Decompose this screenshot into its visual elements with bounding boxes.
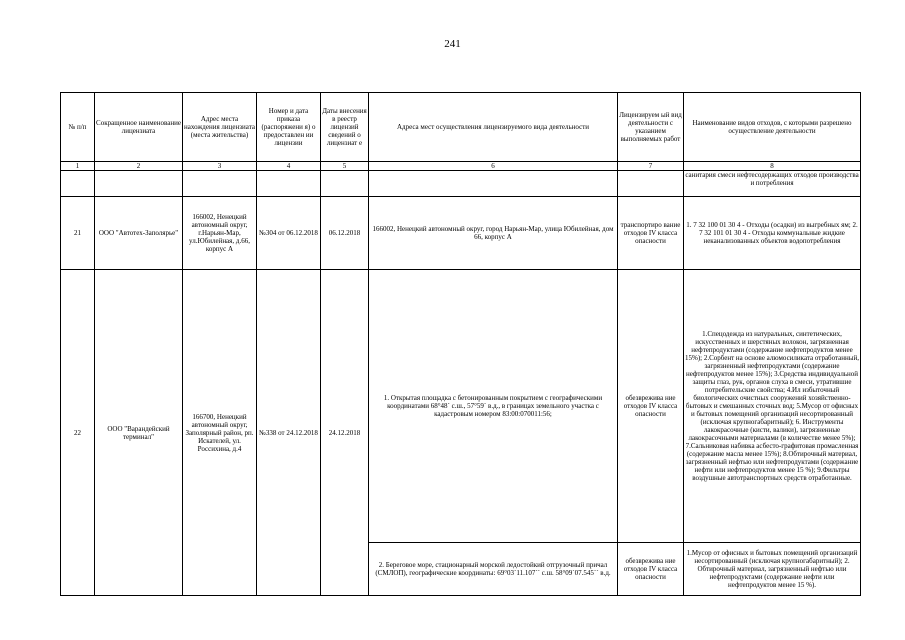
col-number: 2 [95,162,183,171]
col-number: 5 [321,162,369,171]
table-row [61,270,861,543]
table-row [61,197,861,270]
waste-types: 1.Спецодежда из натуральных, синтетических, искусственных и шерстяных волокон, загрязненная нефтепродуктами (содержание нефтепродуктов менее 15%); 2.Сорбент на основе алюмосиликата отработанный, загрязненный нефтепродуктами (содержание нефтепродуктов менее 15%); 3.Средства индивидуальной защиты глаз, рук, органов слуха в смеси, утратившие потребительские свойства; 4.Ил избыточный биологических очистных сооружений хозяйственно-бытовых и смешанных сточных вод; 5.Мусор от офисных и бытовых помещений организаций несортированный (исключая крупногабаритный); 6. Инструменты лакокрасочные (кисти, валики), загрязненные лакокрасочными материалами (в количестве менее 5%); 7.Сальниковая набивка асбесто-графитовая промасленная (содержание масла менее 15%); 8.Обтирочный материал, загрязненный нефтью или нефтепродуктами (содержание нефти или нефтепродуктов менее 15 %); 9.Фильтры воздушные автотранспортных средств отработанные. [684,270,861,543]
table-row-continuation [61,171,861,197]
col-number: 7 [618,162,684,171]
col-number: 1 [61,162,95,171]
header-address: Адрес места нахождения лицензиата (места жительства) [183,93,257,162]
header-row [61,93,861,162]
order-number: №338 от 24.12.2018 [257,270,321,596]
header-order: Номер и дата приказа (распоряжени я) о предоставлен ии лицензии [257,93,321,162]
waste-types: 1.Мусор от офисных и бытовых помещений организаций несортированный (исключая крупногабаритный); 2. Обтирочный материал, загрязненный нефтью или нефтепродуктами (содержание нефти или нефтепродуктов менее 15 %). [684,543,861,596]
col-number: 6 [369,162,618,171]
col-number: 4 [257,162,321,171]
col-number: 8 [684,162,861,171]
order-number: №304 от 06.12.2018 [257,197,321,270]
header-name: Сокращенное наименование лицензиата [95,93,183,162]
licensee-name: ООО "Варандейский терминал" [95,270,183,596]
licensee-name: ООО "Автотех-Заполярье" [95,197,183,270]
header-num: № п/п [61,93,95,162]
activity-type: обезврежива ние отходов IV класса опасности [618,543,684,596]
row-number: 21 [61,197,95,270]
licensee-address: 166700, Ненецкий автономный округ, Заполярный район, рп. Искателей, ул. Россихина, д.4 [183,270,257,596]
header-activity: Лицензируем ый вид деятельности с указанием выполняемых работ [618,93,684,162]
activity-type: транспортиро вание отходов IV класса опасности [618,197,684,270]
row-number: 22 [61,270,95,596]
waste-types: 1. 7 32 100 01 30 4 - Отходы (осадки) из выгребных ям; 2. 7 32 101 01 30 4 - Отходы коммунальные жидкие неканализованных объектов водопотребления [684,197,861,270]
activity-type: обезврежива ние отходов IV класса опасности [618,270,684,543]
page-number: 241 [444,38,461,50]
registry-date: 06.12.2018 [321,197,369,270]
activity-places: 1. Открытая площадка с бетонированным покрытием с географическими координатами 68°48´ с.ш., 57°59´ в.д., в границах земельного участка с кадастровым номером 83:00:070011:56; [369,270,618,543]
license-table [60,92,861,596]
header-places: Адреса мест осуществления лицензируемого вида деятельности [369,93,618,162]
header-waste: Наименование видов отходов, с которыми разрешено осуществление деятельности [684,93,861,162]
waste-continuation: санитария смеси нефтесодержащих отходов производства и потребления [684,171,861,197]
col-number: 3 [183,162,257,171]
activity-places: 2. Береговое море, стационарный морской ледостойкий отгрузочный причал (СМЛОП), географические координаты: 69°03´11.107´´ с.ш. 58°09´07.545´´ в.д. [369,543,618,596]
column-numbers-row [61,162,861,171]
licensee-address: 166002, Ненецкий автономный округ, г.Нарьян-Мар, ул.Юбилейная, д.66, корпус А [183,197,257,270]
activity-places: 166002, Ненецкий автономный округ, город Нарьян-Мар, улица Юбилейная, дом 66, корпус А [369,197,618,270]
registry-date: 24.12.2018 [321,270,369,596]
header-date: Даты внесения в реестр лицензий сведений о лицензиат е [321,93,369,162]
